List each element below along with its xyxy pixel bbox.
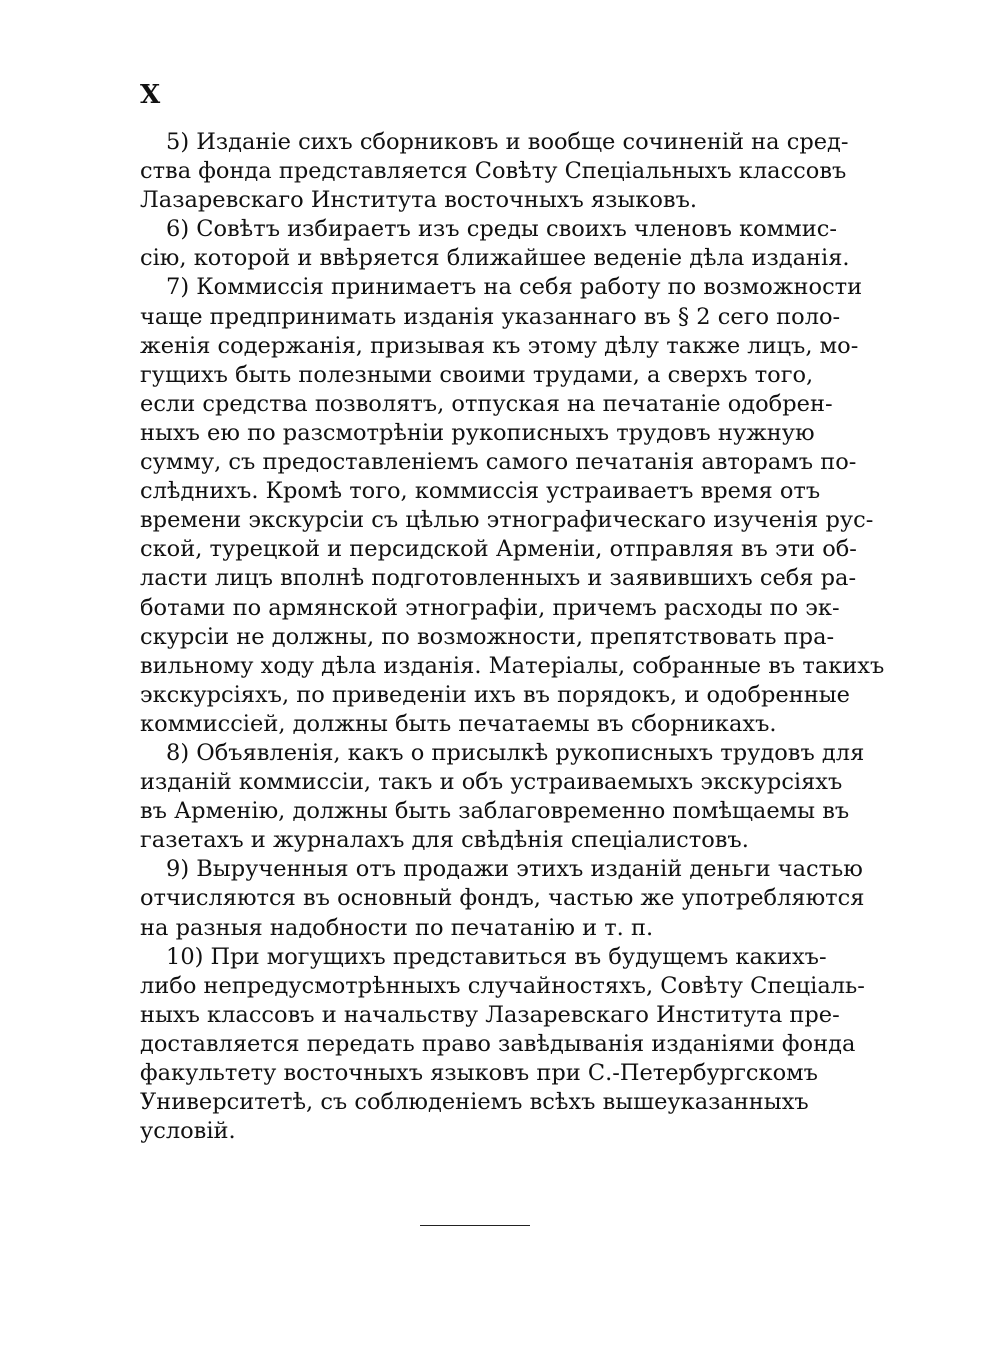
document-body (140, 128, 885, 1146)
text-line: либо непредусмотрѣнныхъ случайностяхъ, Совѣту Спеціаль- (140, 972, 865, 999)
paragraph-6 (140, 215, 850, 273)
text-line: Лазаревскаго Института восточныхъ языковъ. (140, 187, 698, 214)
text-line: если средства позволятъ, отпуская на печатаніе одобрен- (140, 390, 833, 417)
text-line: ства фонда представляется Совѣту Спеціальныхъ классовъ (140, 158, 847, 185)
text-line: 7) Коммиссія принимаетъ на себя работу по возможности (166, 274, 863, 301)
text-line: отчисляются въ основный фондъ, частью же употребляются (140, 885, 865, 912)
text-line: женія содержанія, призывая къ этому дѣлу также лицъ, мо- (140, 332, 859, 359)
text-line: факультету восточныхъ языковъ при С.-Петербургскомъ (140, 1060, 818, 1086)
paragraph-9 (140, 855, 865, 942)
text-line: экскурсіяхъ, по приведеніи ихъ въ порядокъ, и одобренные (140, 681, 850, 708)
text-line: газетахъ и журналахъ для свѣдѣнія спеціалистовъ. (140, 827, 749, 854)
text-line: изданій коммиссіи, такъ и объ устраиваемыхъ экскурсіяхъ (140, 769, 843, 796)
text-line: вильному ходу дѣла изданія. Матеріалы, собранные въ такихъ (140, 652, 885, 679)
text-line: скурсіи не должны, по возможности, препятствовать пра- (140, 623, 835, 650)
text-line: 5) Изданіе сихъ сборниковъ и вообще сочиненій на сред- (166, 129, 849, 155)
text-line: 8) Объявленія, какъ о присылкѣ рукописныхъ трудовъ для (166, 739, 865, 766)
text-line: времени экскурсіи съ цѣлью этнографическаго изученія рус- (140, 507, 874, 534)
text-line: ской, турецкой и персидской Арменіи, отправляя въ эти об- (140, 536, 857, 563)
paragraph-8 (140, 739, 865, 855)
text-line: слѣднихъ. Кромѣ того, коммиссія устраиваетъ время отъ (140, 478, 821, 505)
text-line: 6) Совѣтъ избираетъ изъ среды своихъ членовъ коммис- (166, 216, 837, 243)
text-line: условій. (140, 1118, 236, 1145)
paragraph-7 (140, 273, 885, 739)
text-line: 9) Вырученныя отъ продажи этихъ изданій деньги частью (166, 856, 863, 883)
text-line: Университетѣ, съ соблюденіемъ всѣхъ вышеуказанныхъ (140, 1089, 809, 1116)
paragraph-5 (140, 128, 849, 215)
text-line: коммиссіей, должны быть печатаемы въ сборникахъ. (140, 710, 777, 737)
end-divider (420, 1225, 530, 1226)
page-number: X (140, 80, 162, 110)
text-line: въ Арменію, должны быть заблаговременно помѣщаемы въ (140, 798, 850, 825)
text-line: сію, которой и ввѣряется ближайшее веденіе дѣла изданія. (140, 245, 850, 272)
text-line: ныхъ классовъ и начальству Лазаревскаго Института пре- (140, 1001, 840, 1028)
paragraph-10 (140, 943, 865, 1147)
text-line: доставляется передать право завѣдыванія изданіями фонда (140, 1030, 856, 1057)
text-line: гущихъ быть полезными своими трудами, а сверхъ того, (140, 361, 814, 388)
text-line: ласти лицъ вполнѣ подготовленныхъ и заявившихъ себя ра- (140, 565, 857, 592)
text-line: ботами по армянской этнографіи, причемъ расходы по эк- (140, 594, 840, 621)
text-line: ныхъ ею по разсмотрѣніи рукописныхъ трудовъ нужную (140, 419, 815, 446)
text-line: сумму, съ предоставленіемъ самого печатанія авторамъ по- (140, 449, 857, 476)
text-line: на разныя надобности по печатанію и т. п. (140, 914, 654, 941)
text-line: 10) При могущихъ представиться въ будущемъ какихъ- (166, 943, 827, 970)
text-line: чаще предпринимать изданія указаннаго въ § 2 сего поло- (140, 303, 841, 330)
